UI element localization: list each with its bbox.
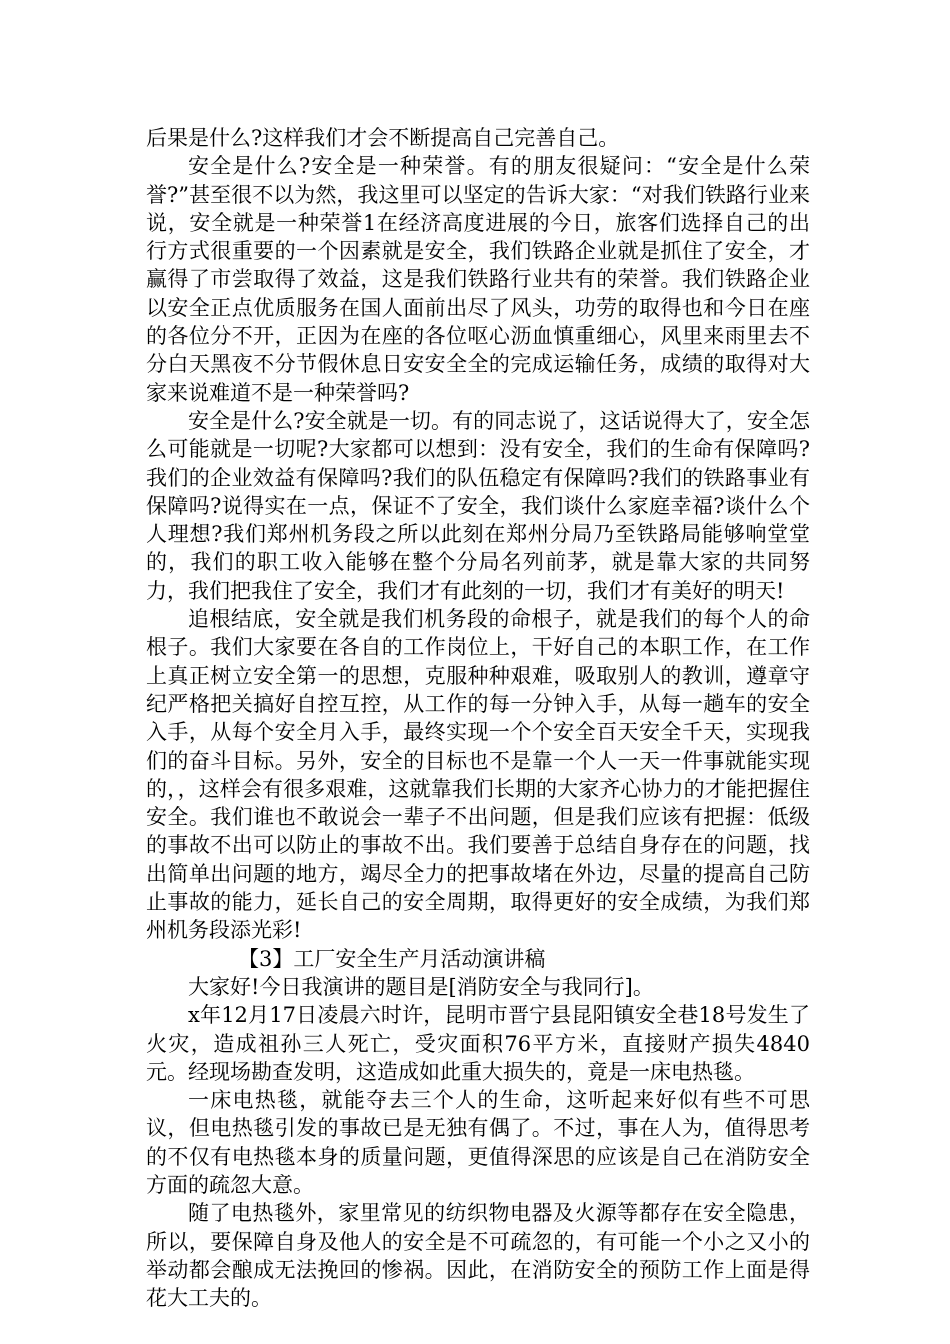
- document-body: [146, 124, 810, 1312]
- section-heading: 【3】工厂安全生产月活动演讲稿: [238, 946, 546, 971]
- paragraph-everything: 安全是什么?安全就是一切。有的同志说了，这话说得大了，安全怎么可能就是一切呢?大家都可以想到：没有安全，我们的生命有保障吗?我们的企业效益有保障吗?我们的队伍稳定有保障吗?我们的铁路事业有保障吗?说得实在一点，保证不了安全，我们谈什么家庭幸福?谈什么个人理想?我们郑州机务段之所以此刻在郑州分局乃至铁路局能够响堂堂的，我们的职工收入能够在整个分局名列前茅，就是靠大家的共同努力，我们把我住了安全，我们才有此刻的一切，我们才有美好的明天!: [146, 408, 810, 603]
- paragraph-greeting: 大家好!今日我演讲的题目是[消防安全与我同行]。: [188, 974, 654, 999]
- paragraph-electric-blanket: 一床电热毯，就能夺去三个人的生命，这听起来好似有些不可思议，但电热毯引发的事故已是无独有偶了。不过，事在人为，值得思考的不仅有电热毯本身的质量问题，更值得深思的应该是自己在消防安全方面的疏忽大意。: [146, 1088, 810, 1197]
- paragraph-prevention: 随了电热毯外，家里常见的纺织物电器及火源等都存在安全隐患，所以，要保障自身及他人的安全是不可疏忽的，有可能一个小之又小的举动都会酿成无法挽回的惨祸。因此，在消防安全的预防工作上面是得花大工夫的。: [146, 1201, 810, 1311]
- paragraph-fire-incident: x年12月17日凌晨六时许，昆明市晋宁县昆阳镇安全巷18号发生了火灾，造成祖孙三人死亡，受灾面积76平方米，直接财产损失4840元。经现场勘查发明，这造成如此重大损失的，竟是一床电热毯。: [146, 1003, 810, 1084]
- paragraph-continuation: 后果是什么?这样我们才会不断提高自己完善自己。: [146, 126, 620, 150]
- paragraph-honor: 安全是什么?安全是一种荣誉。有的朋友很疑问：“安全是什么荣誉?”甚至很不以为然，我这里可以坚定的告诉大家：“对我们铁路行业来说，安全就是一种荣誉1在经济高度进展的今日，旅客们选择自己的出行方式很重要的一个因素就是安全，我们铁路企业就是抓住了安全，才赢得了市尝取得了效益，这是我们铁路行业共有的荣誉。我们铁路企业以安全正点优质服务在国人面前出尽了风头，功劳的取得也和今日在座的各位分不开，正因为在座的各位呕心沥血慎重细心，风里来雨里去不分白天黑夜不分节假休息日安安全全的完成运输任务，成绩的取得对大家来说难道不是一种荣誉吗?: [146, 154, 810, 405]
- paragraph-conclusion: 追根结底，安全就是我们机务段的命根子，就是我们的每个人的命根子。我们大家要在各自的工作岗位上，干好自己的本职工作，在工作上真正树立安全第一的思想，克服种种艰难，吸取别人的教训，遵章守纪严格把关搞好自控互控，从工作的每一分钟入手，从每一趟车的安全入手，从每个安全月入手，最终实现一个个安全百天安全千天，实现我们的奋斗目标。另外，安全的目标也不是靠一个人一天一件事就能实现的，，这样会有很多艰难，这就靠我们长期的大家齐心协力的才能把握住安全。我们谁也不敢说会一辈子不出问题，但是我们应该有把握：低级的事故不出可以防止的事故不出。我们要善于总结自身存在的问题，找出简单出问题的地方，竭尽全力的把事故堵在外边，尽量的提高自己防止事故的能力，延长自己的安全周期，取得更好的安全成绩，为我们郑州机务段添光彩!: [146, 607, 810, 943]
